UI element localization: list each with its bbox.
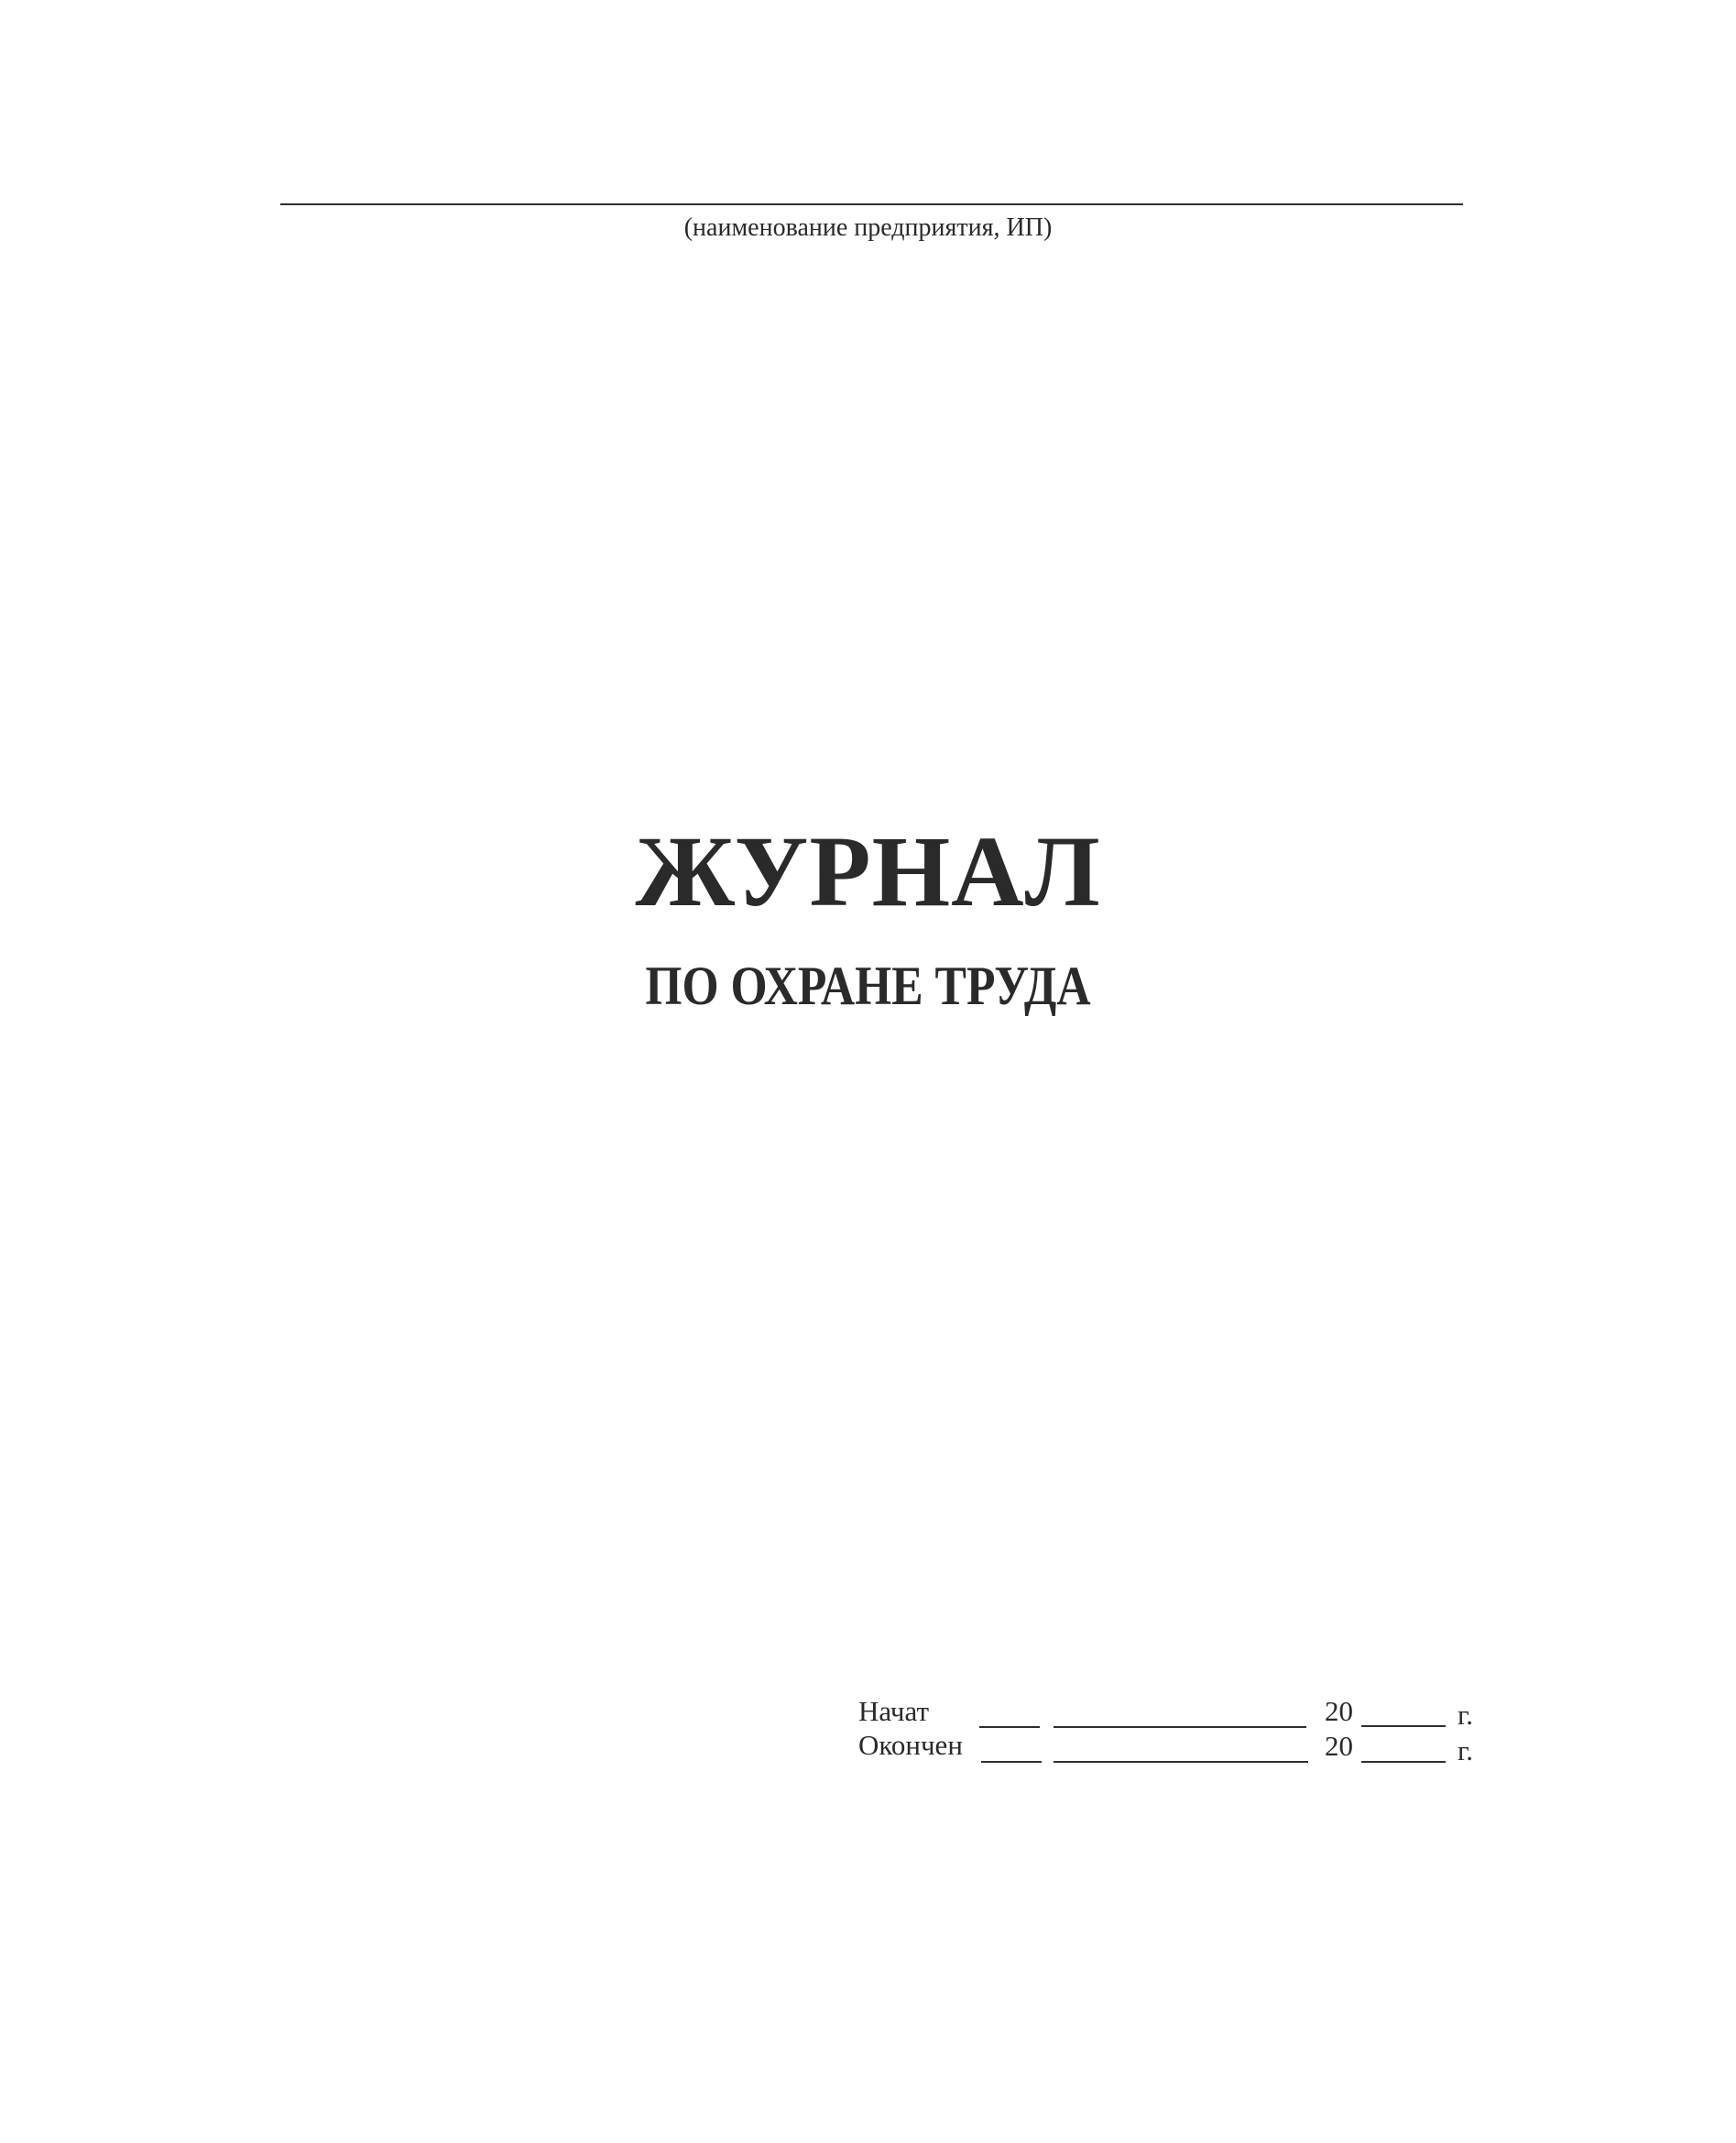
finished-year-century: 20 [1325,1730,1353,1762]
page-subtitle: ПО ОХРАНЕ ТРУДА [645,956,1091,1016]
finished-year-suffix: г. [1458,1734,1473,1766]
started-year-suffix: г. [1458,1699,1473,1731]
page-title: ЖУРНАЛ [635,815,1101,927]
finished-day-fill-line [981,1761,1042,1763]
company-name-fill-line [280,203,1463,205]
started-label: Начат [858,1695,930,1727]
finished-year-fill-line [1361,1761,1446,1763]
date-block [858,1697,1490,1807]
company-name-caption: (наименование предприятия, ИП) [683,213,1053,242]
started-year-fill-line [1361,1725,1446,1727]
finished-month-fill-line [1054,1761,1308,1763]
finished-label: Окончен [858,1729,963,1761]
started-day-fill-line [979,1726,1040,1728]
started-month-fill-line [1054,1726,1306,1728]
started-year-century: 20 [1325,1695,1353,1727]
